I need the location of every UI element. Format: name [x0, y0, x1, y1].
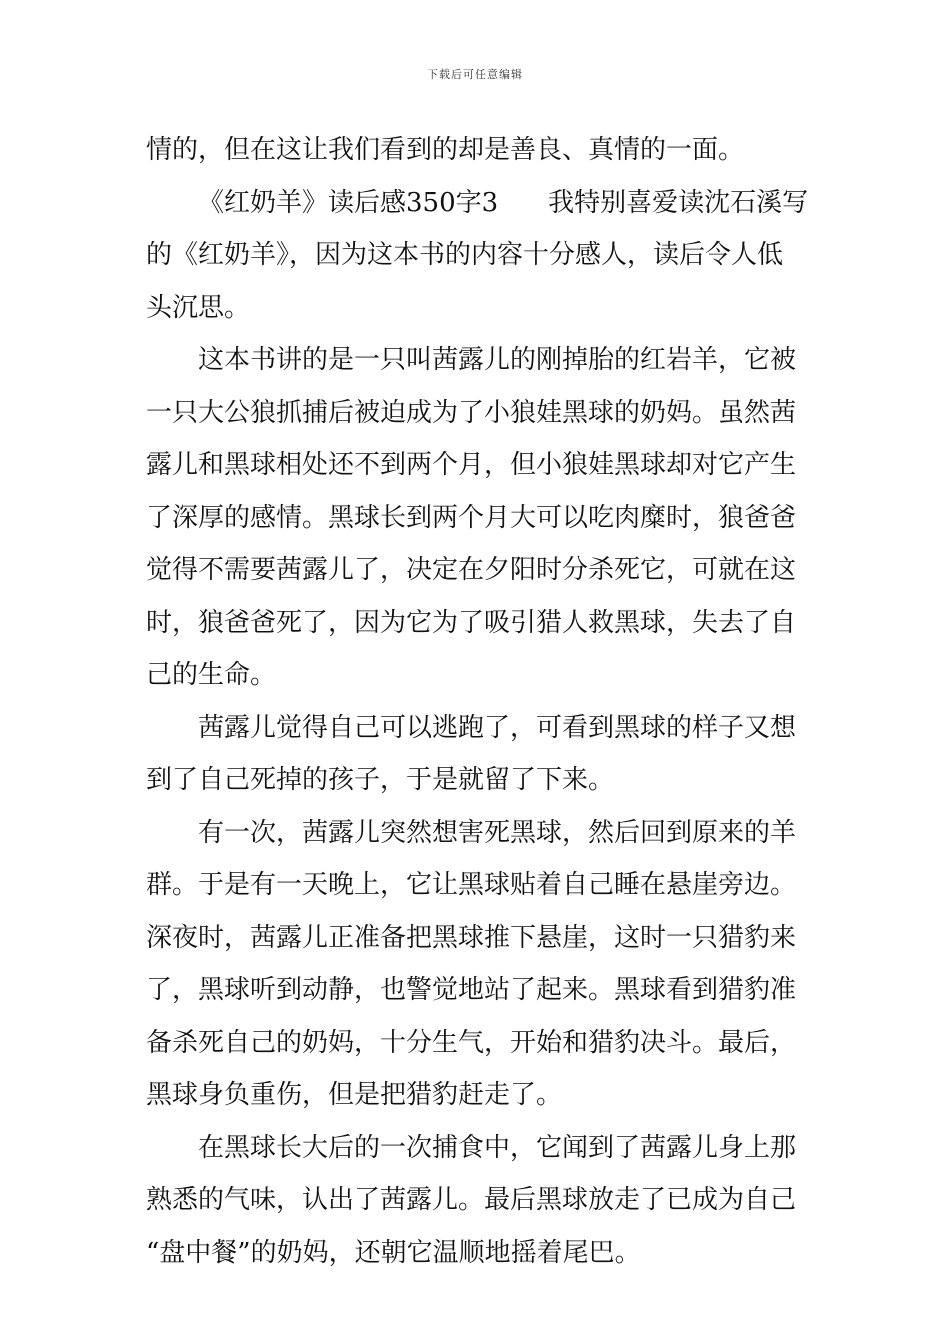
text-line: 备杀死自己的奶妈，十分生气，开始和猎豹决斗。最后，: [146, 1027, 797, 1058]
text-line: 到了自己死掉的孩子，于是就留了下来。: [146, 765, 615, 795]
text-line: 觉得不需要茜露儿了，决定在夕阳时分杀死它，可就在这: [146, 555, 797, 585]
text-line: 露儿和黑球相处还不到两个月，但小狼娃黑球却对它产生: [146, 450, 797, 480]
paragraph-start: 在黑球长大后的一次捕食中，它闻到了茜露儿身上那: [198, 1132, 797, 1163]
text-line: 时，狼爸爸死了，因为它为了吸引猎人救黑球，失去了自: [146, 607, 797, 638]
paragraph-start: 有一次，茜露儿突然想害死黑球，然后回到原来的羊: [198, 817, 797, 848]
text-line: 我特别喜爱读沈石溪写: [548, 187, 809, 218]
text-line: 熟悉的气味，认出了茜露儿。最后黑球放走了已成为自己: [146, 1185, 797, 1215]
text-line: “盘中餐”的奶妈，还朝它温顺地摇着尾巴。: [146, 1237, 641, 1268]
page-header: 下载后可任意编辑: [427, 68, 523, 81]
essay-title: 《红奶羊》读后感350字3: [198, 187, 499, 218]
paragraph-start: 这本书讲的是一只叫茜露儿的刚掉胎的红岩羊，它被: [198, 345, 797, 375]
text-line: 情的，但在这让我们看到的却是善良、真情的一面。: [146, 135, 745, 165]
text-line: 了深厚的感情。黑球长到两个月大可以吃肉糜时，狼爸爸: [146, 502, 797, 533]
text-line: 己的生命。: [146, 660, 277, 690]
document-body: [146, 124, 809, 1279]
text-line: 头沉思。: [146, 292, 251, 323]
text-line: 一只大公狼抓捕后被迫成为了小狼娃黑球的奶妈。虽然茜: [146, 397, 797, 428]
text-line: 了，黑球听到动静，也警觉地站了起来。黑球看到猎豹准: [146, 975, 797, 1005]
text-line: 深夜时，茜露儿正准备把黑球推下悬崖，这时一只猎豹来: [146, 922, 797, 953]
text-line: 群。于是有一天晚上，它让黑球贴着自己睡在悬崖旁边。: [146, 870, 797, 900]
text-line: 黑球身负重伤，但是把猎豹赶走了。: [146, 1080, 563, 1110]
heading-line: [146, 177, 809, 230]
text-line: 的《红奶羊》，因为这本书的内容十分感人，读后令人低: [146, 240, 784, 270]
paragraph-start: 茜露儿觉得自己可以逃跑了，可看到黑球的样子又想: [198, 712, 797, 743]
